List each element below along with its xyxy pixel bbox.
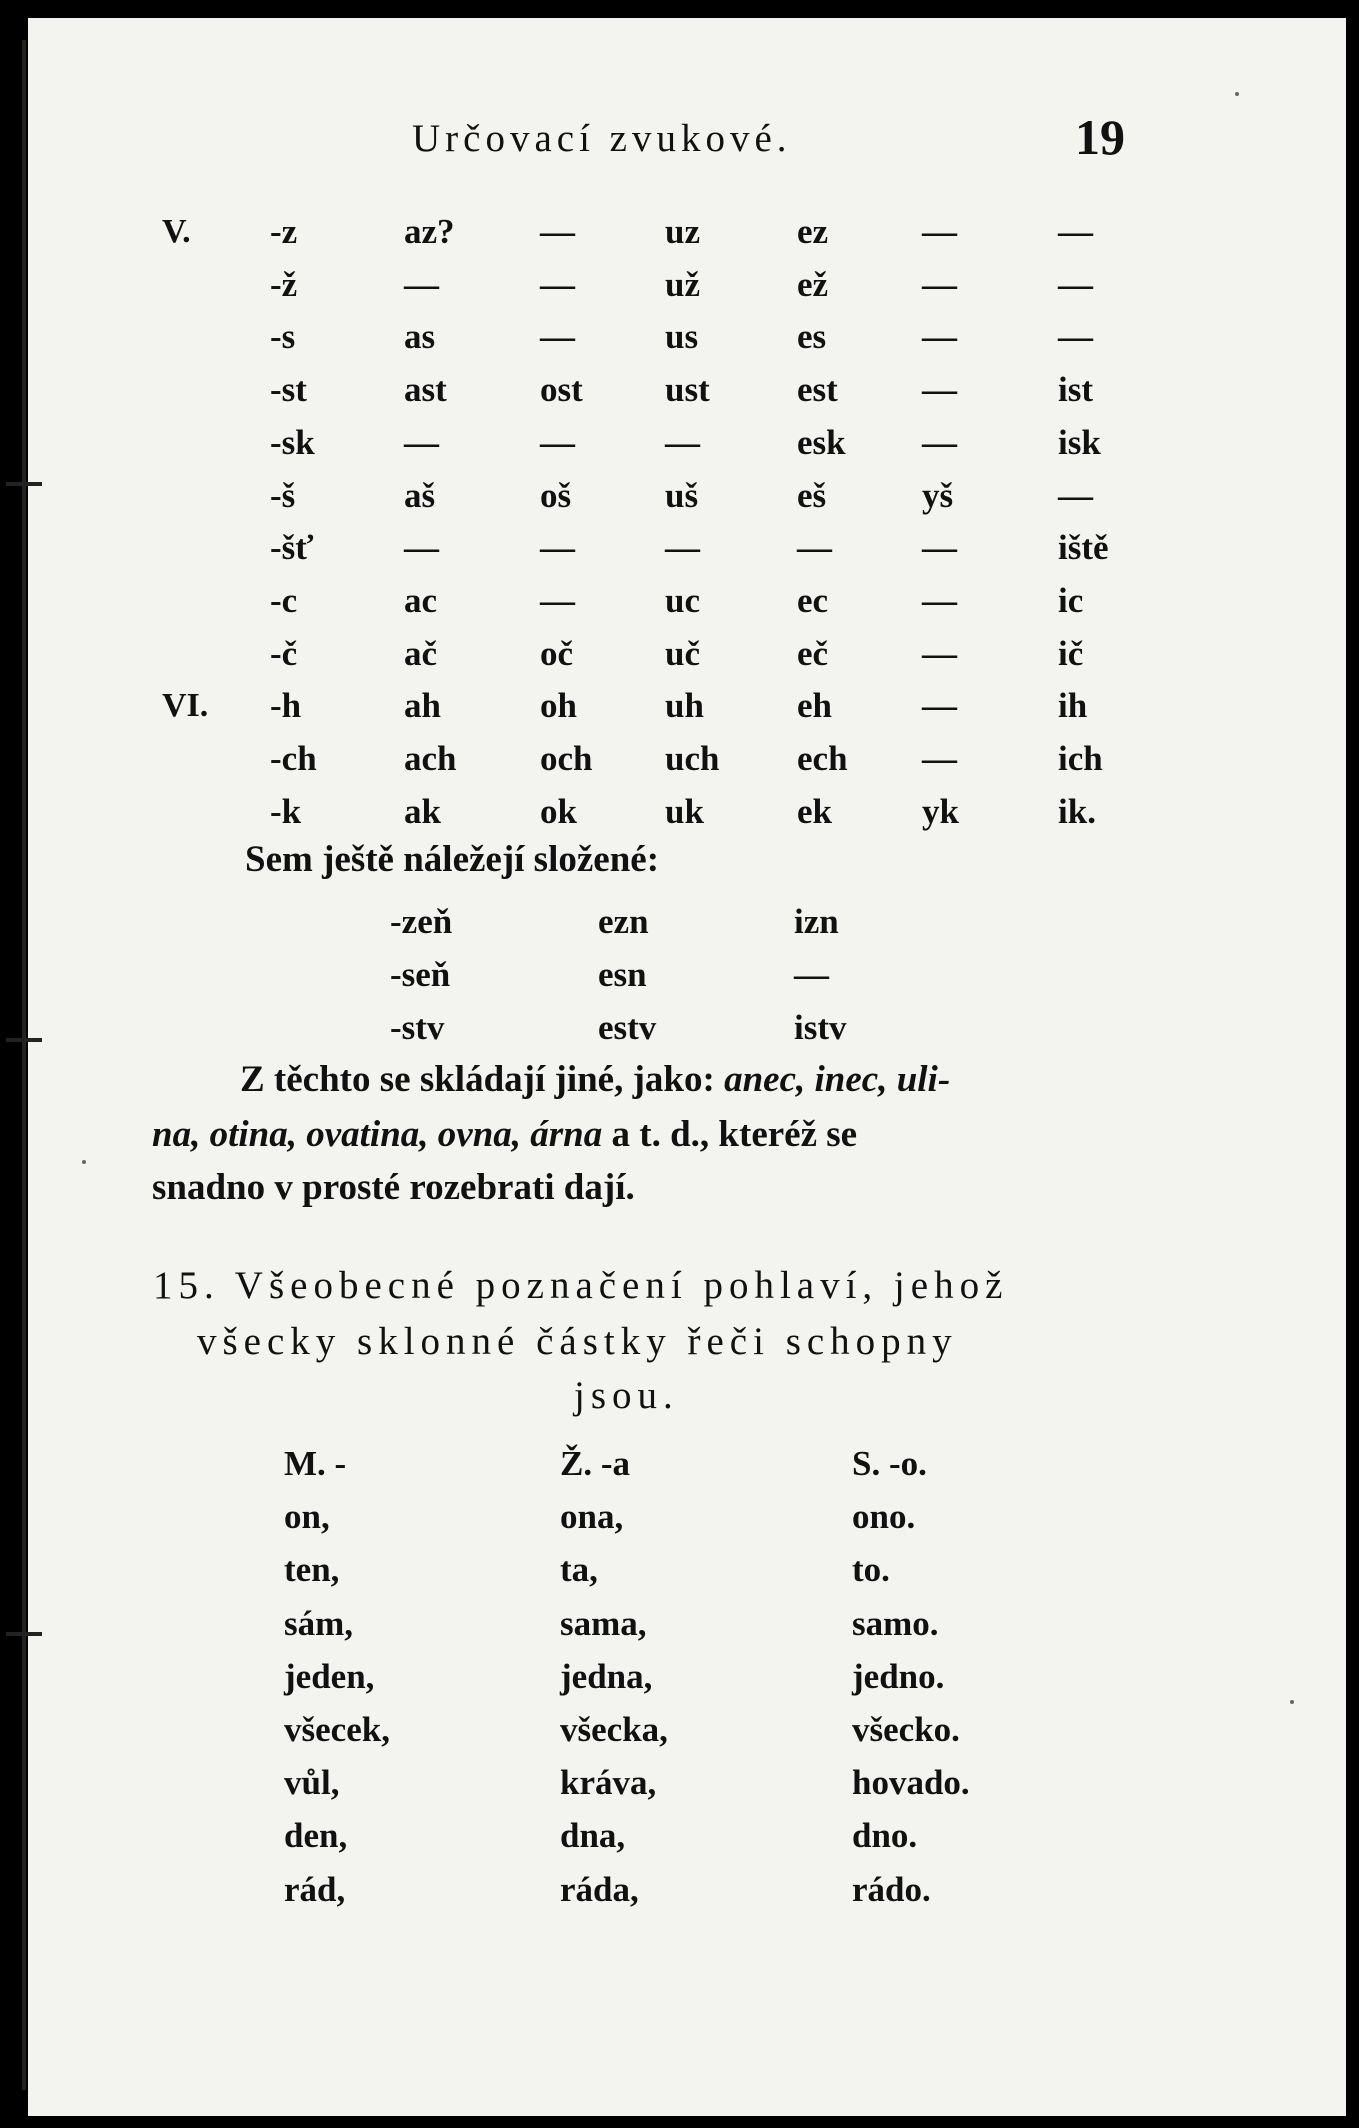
- compound-cell: estv: [598, 1008, 657, 1047]
- table-cell: —: [922, 634, 957, 673]
- table-cell: -šť: [270, 528, 314, 567]
- table-cell: uc: [665, 581, 700, 620]
- running-header: Určovací zvukové.: [412, 117, 792, 160]
- compound-cell: -seň: [390, 955, 451, 994]
- table-cell: ech: [797, 739, 848, 778]
- table-cell: ih: [1058, 686, 1088, 725]
- table-cell: ac: [404, 581, 438, 620]
- paragraph-line-3: snadno v prosté rozebrati dají.: [152, 1167, 635, 1208]
- table-cell: -s: [270, 317, 296, 356]
- compound-cell: -zeň: [390, 902, 453, 941]
- table-cell: —: [404, 423, 439, 462]
- table-cell: och: [540, 739, 593, 778]
- gender-cell: dna,: [560, 1816, 626, 1855]
- table-cell: oč: [540, 634, 574, 673]
- table-cell: ust: [665, 370, 710, 409]
- table-cell: eš: [797, 476, 827, 515]
- table-cell: ez: [797, 212, 829, 251]
- table-cell: uš: [665, 476, 699, 515]
- table-cell: as: [404, 317, 436, 356]
- table-cell: uč: [665, 634, 700, 673]
- table-cell: —: [922, 739, 957, 778]
- table-cell: —: [540, 265, 575, 304]
- table-cell: yš: [922, 476, 954, 515]
- gender-cell: ta,: [560, 1550, 598, 1589]
- table-cell: uz: [665, 212, 700, 251]
- table-cell: —: [922, 370, 957, 409]
- compound-intro: Sem ještě náležejí složené:: [245, 839, 660, 880]
- table-cell: -č: [270, 634, 298, 673]
- gender-cell: dno.: [852, 1816, 918, 1855]
- paragraph-text: a t. d., kteréž se: [611, 1114, 858, 1155]
- gender-cell: sám,: [284, 1604, 354, 1643]
- binding-edge: [22, 40, 26, 2090]
- gender-cell: vůl,: [284, 1763, 340, 1802]
- table-cell: —: [1058, 476, 1093, 515]
- paper-speck: [1290, 1700, 1294, 1704]
- table-cell: iště: [1058, 528, 1109, 567]
- table-cell: ež: [797, 265, 829, 304]
- table-cell: -c: [270, 581, 298, 620]
- table-cell: aš: [404, 476, 436, 515]
- table-cell: —: [540, 317, 575, 356]
- table-cell: ic: [1058, 581, 1084, 620]
- table-cell: oh: [540, 686, 577, 725]
- table-cell: —: [1058, 212, 1093, 251]
- table-cell: —: [540, 581, 575, 620]
- table-cell: —: [540, 423, 575, 462]
- table-cell: esk: [797, 423, 846, 462]
- table-cell: —: [540, 528, 575, 567]
- section-heading-line-2: všecky sklonné částky řeči schopny: [197, 1320, 958, 1363]
- gender-cell: to.: [852, 1550, 890, 1589]
- gender-cell: ten,: [284, 1550, 340, 1589]
- gender-cell: hovado.: [852, 1763, 970, 1802]
- table-cell: -st: [270, 370, 307, 409]
- gender-cell: sama,: [560, 1604, 647, 1643]
- table-cell: ich: [1058, 739, 1103, 778]
- table-cell: —: [922, 317, 957, 356]
- table-cell: eč: [797, 634, 829, 673]
- gender-header: M. -: [284, 1444, 347, 1483]
- table-cell: -ž: [270, 265, 298, 304]
- table-cell: —: [922, 212, 957, 251]
- section-heading-line-3: jsou.: [574, 1374, 679, 1417]
- table-cell: -sk: [270, 423, 315, 462]
- table-cell: —: [922, 581, 957, 620]
- gender-cell: on,: [284, 1497, 330, 1536]
- gender-cell: ráda,: [560, 1870, 639, 1909]
- table-cell: az?: [404, 212, 455, 251]
- compound-cell: -stv: [390, 1008, 445, 1047]
- table-cell: ost: [540, 370, 583, 409]
- table-cell: ok: [540, 792, 577, 831]
- compound-cell: esn: [598, 955, 647, 994]
- gender-cell: rádo.: [852, 1870, 931, 1909]
- table-cell: —: [540, 212, 575, 251]
- gender-header: S. -o.: [852, 1444, 927, 1483]
- table-cell: -š: [270, 476, 296, 515]
- table-cell: —: [1058, 265, 1093, 304]
- gender-cell: všecko.: [852, 1710, 960, 1749]
- table-cell: -k: [270, 792, 302, 831]
- table-cell: ak: [404, 792, 441, 831]
- compound-cell: —: [794, 955, 829, 994]
- table-cell: —: [1058, 317, 1093, 356]
- gender-cell: jedno.: [852, 1657, 945, 1696]
- table-cell: —: [922, 686, 957, 725]
- section-heading-line-1: 15. Všeobecné poznačení pohlaví, jehož: [153, 1264, 1009, 1307]
- gender-cell: den,: [284, 1816, 348, 1855]
- compound-cell: istv: [794, 1008, 847, 1047]
- table-cell: —: [922, 528, 957, 567]
- table-cell: ec: [797, 581, 829, 620]
- table-cell: —: [922, 423, 957, 462]
- table-cell: —: [404, 265, 439, 304]
- table-cell: ek: [797, 792, 832, 831]
- table-cell: ač: [404, 634, 438, 673]
- table-cell: oš: [540, 476, 572, 515]
- table-cell: —: [922, 265, 957, 304]
- table-cell: eh: [797, 686, 832, 725]
- table-cell: ach: [404, 739, 457, 778]
- binding-mark: [6, 1038, 42, 1042]
- binding-mark: [6, 1632, 42, 1636]
- paragraph-italic: anec, inec, uli-: [724, 1059, 951, 1100]
- compound-cell: ezn: [598, 902, 649, 941]
- compound-cell: izn: [794, 902, 839, 941]
- gender-cell: rád,: [284, 1870, 346, 1909]
- table-cell: -h: [270, 686, 302, 725]
- gender-cell: všecek,: [284, 1710, 390, 1749]
- binding-mark: [6, 482, 42, 486]
- table-cell: —: [665, 528, 700, 567]
- row-label: VI.: [162, 687, 209, 724]
- gender-cell: všecka,: [560, 1710, 668, 1749]
- table-cell: uh: [665, 686, 704, 725]
- table-cell: -ch: [270, 739, 317, 778]
- table-cell: ist: [1058, 370, 1093, 409]
- gender-cell: kráva,: [560, 1763, 657, 1802]
- row-label: V.: [162, 213, 191, 250]
- table-cell: -z: [270, 212, 298, 251]
- paragraph-line-2: [152, 1113, 1122, 1157]
- table-cell: —: [665, 423, 700, 462]
- gender-cell: jeden,: [284, 1657, 375, 1696]
- table-cell: ič: [1058, 634, 1084, 673]
- table-cell: ik.: [1058, 792, 1096, 831]
- table-cell: už: [665, 265, 700, 304]
- gender-cell: samo.: [852, 1604, 939, 1643]
- table-cell: isk: [1058, 423, 1101, 462]
- table-cell: es: [797, 317, 827, 356]
- table-cell: uch: [665, 739, 720, 778]
- table-cell: us: [665, 317, 699, 356]
- paper-speck: [1235, 92, 1239, 96]
- table-cell: —: [404, 528, 439, 567]
- table-cell: ast: [404, 370, 447, 409]
- table-cell: uk: [665, 792, 704, 831]
- paragraph-italic: na, otina, ovatina, ovna, árna: [152, 1114, 603, 1155]
- paragraph-text: Z těchto se skládají jiné, jako:: [240, 1059, 715, 1100]
- paper-speck: [82, 1160, 86, 1164]
- table-cell: —: [797, 528, 832, 567]
- table-cell: est: [797, 370, 838, 409]
- page-number: 19: [1075, 109, 1125, 165]
- gender-cell: ona,: [560, 1497, 624, 1536]
- gender-header: Ž. -a: [560, 1444, 630, 1483]
- gender-cell: jedna,: [560, 1657, 653, 1696]
- table-cell: yk: [922, 792, 959, 831]
- table-cell: ah: [404, 686, 441, 725]
- gender-cell: ono.: [852, 1497, 916, 1536]
- paragraph-line-1: [240, 1058, 1210, 1102]
